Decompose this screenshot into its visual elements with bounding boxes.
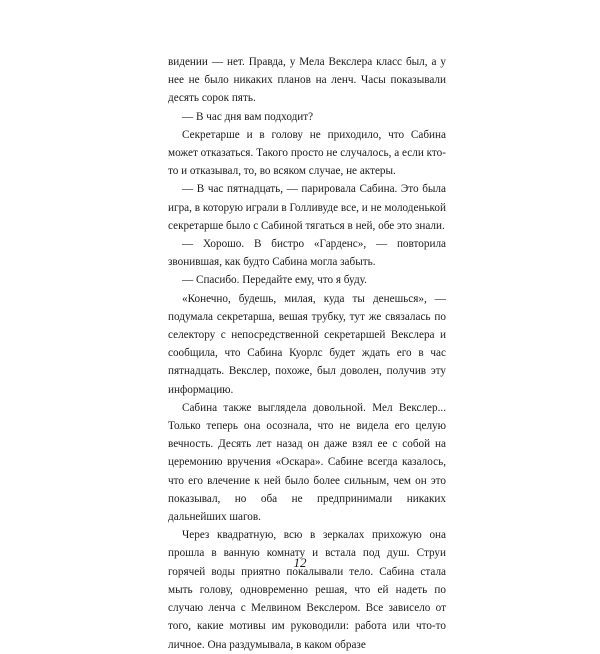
page-number: 12 [293,555,307,570]
paragraph: — Спасибо. Передайте ему, что я буду. [182,274,367,287]
paragraph: — В час пятнадцать, — парировала Сабина. Это была игра, в которую играли в Голливуде все, и не молоденькой секретарше было с Сабиной тягаться в ней, обе это знали. [168,183,446,232]
paragraph: — В час дня вам подходит? [182,110,314,123]
paragraph: — Хорошо. В бистро «Гарденс», — повторила звонившая, как будто Сабина могла забыть. [168,238,446,269]
paragraph: Секретарше и в голову не приходило, что Сабина может отказаться. Такого просто не случалось, а если кто-то и отказывал, то, во всяком случае, не актеры. [168,128,446,178]
paragraph: «Конечно, будешь, милая, куда ты денешься», — подумала секретарша, вешая трубку, тут же связалась по селектору с непосредственной секретаршей Векслера и сообщила, что Сабина Куорлс будет ждать его в час пятнадцать. Векслер, похоже, был доволен, получив эту информацию. [168,292,446,396]
paragraph: видении — нет. Правда, у Мела Векслера класс был, а у нее не было никаких планов на ленч. Часы показывали десять сорок пять. [168,56,446,105]
paragraph: Через квадратную, всю в зеркалах прихожую она прошла в ванную комнату и встала под душ. Струи горячей воды приятно покалывали тело. Сабина стала мыть голову, одновременно решая, что ей надеть по случаю ленча с Мелвином Векслером. Все зависело от того, какие мотивы им руководили: работа или что-то личное. Она раздумывала, в каком образе [168,529,446,651]
paragraph: Сабина также выглядела довольной. Мел Векслер... Только теперь она осознала, что не видела его целую вечность. Десять лет назад он даже взял ее с собой на церемонию вручения «Оскара». Сабине всегда казалось, что его влечение к ней было более сильным, чем он это показывал, но оба не предпринимали никаких дальнейших шагов. [168,401,446,524]
